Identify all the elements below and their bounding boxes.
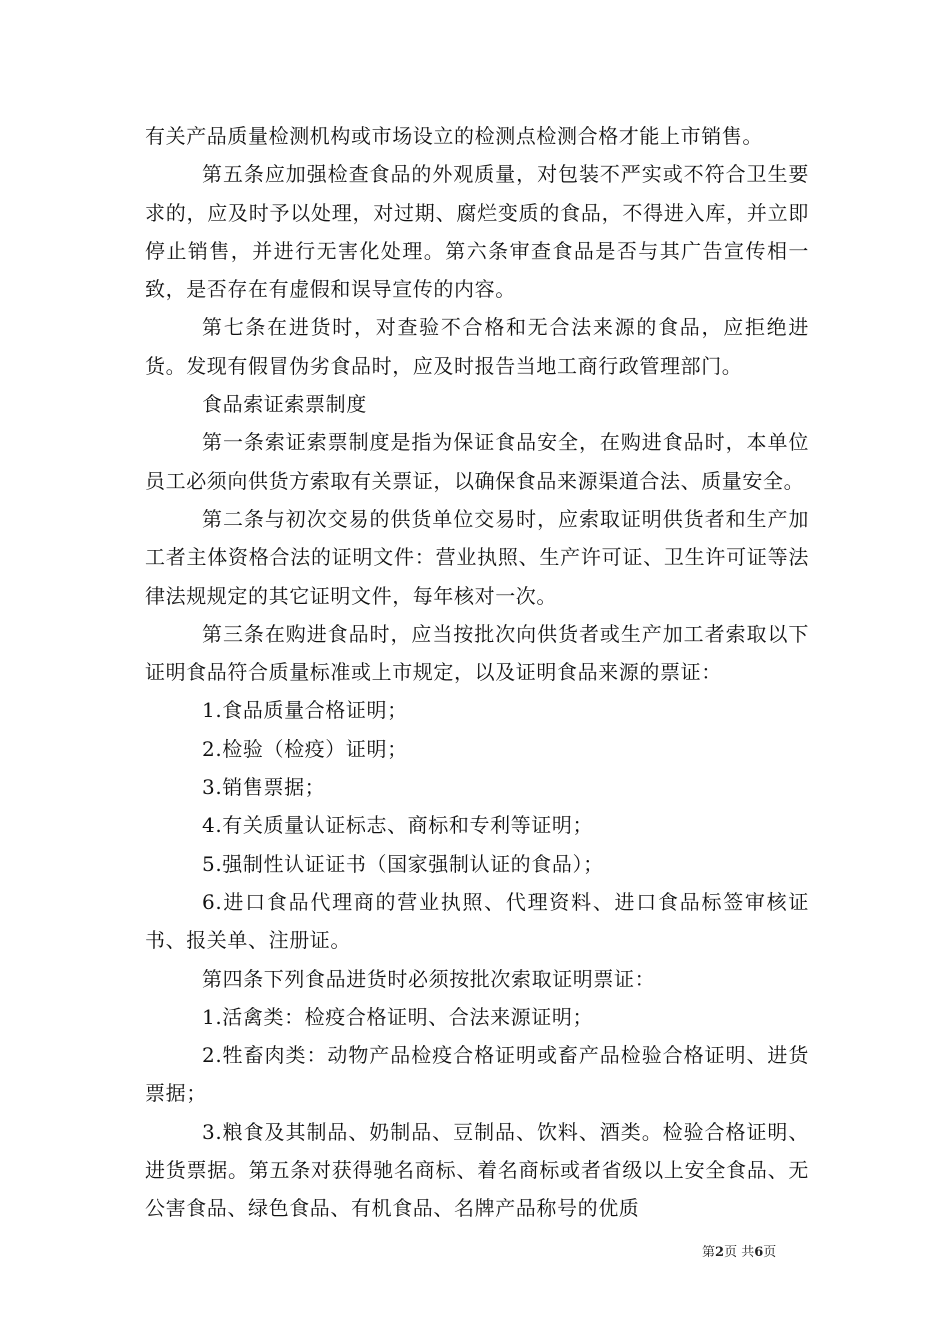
paragraph-article-7: 第七条在进货时，对查验不合格和无合法来源的食品，应拒绝进货。发现有假冒伪劣食品时，应及时报告当地工商行政管理部门。: [145, 315, 809, 378]
paragraph-article-4: 第四条下列食品进货时必须按批次索取证明票证：: [202, 966, 656, 991]
page-footer: [702, 1244, 776, 1262]
total-pages-number: 6: [754, 1245, 764, 1260]
list-item: 1.食品质量合格证明；: [202, 698, 408, 723]
footer-suffix: 页: [763, 1245, 777, 1260]
paragraph-continuation: 有关产品质量检测机构或市场设立的检测点检测合格才能上市销售。: [145, 124, 763, 148]
paragraph-article-3: 第三条在购进食品时，应当按批次向供货者或生产加工者索取以下证明食品符合质量标准或上市规定，以及证明食品来源的票证：: [145, 621, 809, 685]
list-item: 2.检验（检疫）证明；: [202, 736, 408, 761]
list-item: 2.牲畜肉类：动物产品检疫合格证明或畜产品检验合格证明、进货票据；: [145, 1043, 809, 1106]
footer-middle: 页 共: [724, 1245, 755, 1260]
paragraph-article-2: 第二条与初次交易的供货单位交易时，应索取证明供货者和生产加工者主体资格合法的证明文件：营业执照、生产许可证、卫生许可证等法律法规规定的其它证明文件，每年核对一次。: [145, 506, 809, 608]
footer-prefix: 第: [702, 1245, 716, 1260]
list-item: 3.粮食及其制品、奶制品、豆制品、饮料、酒类。检验合格证明、进货票据。第五条对获得驰名商标、着名商标或者省级以上安全食品、无公害食品、绿色食品、有机食品、名牌产品称号的优质: [145, 1119, 809, 1221]
list-item: 5.强制性认证证书（国家强制认证的食品）；: [202, 851, 604, 876]
list-item: 6.进口食品代理商的营业执照、代理资料、进口食品标签审核证书、报关单、注册证。: [145, 889, 809, 953]
list-item: 4.有关质量认证标志、商标和专利等证明；: [202, 813, 594, 838]
current-page-number: 2: [715, 1245, 725, 1260]
list-item: 3.销售票据；: [202, 775, 326, 800]
body-text: [145, 117, 809, 1228]
paragraph-article-1: 第一条索证索票制度是指为保证食品安全，在购进食品时，本单位员工必须向供货方索取有关票证，以确保食品来源渠道合法、质量安全。: [145, 430, 809, 493]
section-heading: 食品索证索票制度: [202, 392, 367, 417]
list-item: 1.活禽类：检疫合格证明、合法来源证明；: [202, 1004, 594, 1029]
paragraph-article-5-6: 第五条应加强检查食品的外观质量，对包装不严实或不符合卫生要求的，应及时予以处理，对过期、腐烂变质的食品，不得进入库，并立即停止销售，并进行无害化处理。第六条审查食品是否与其广告宣传相一致，是否存在有虚假和误导宣传的内容。: [145, 162, 809, 302]
